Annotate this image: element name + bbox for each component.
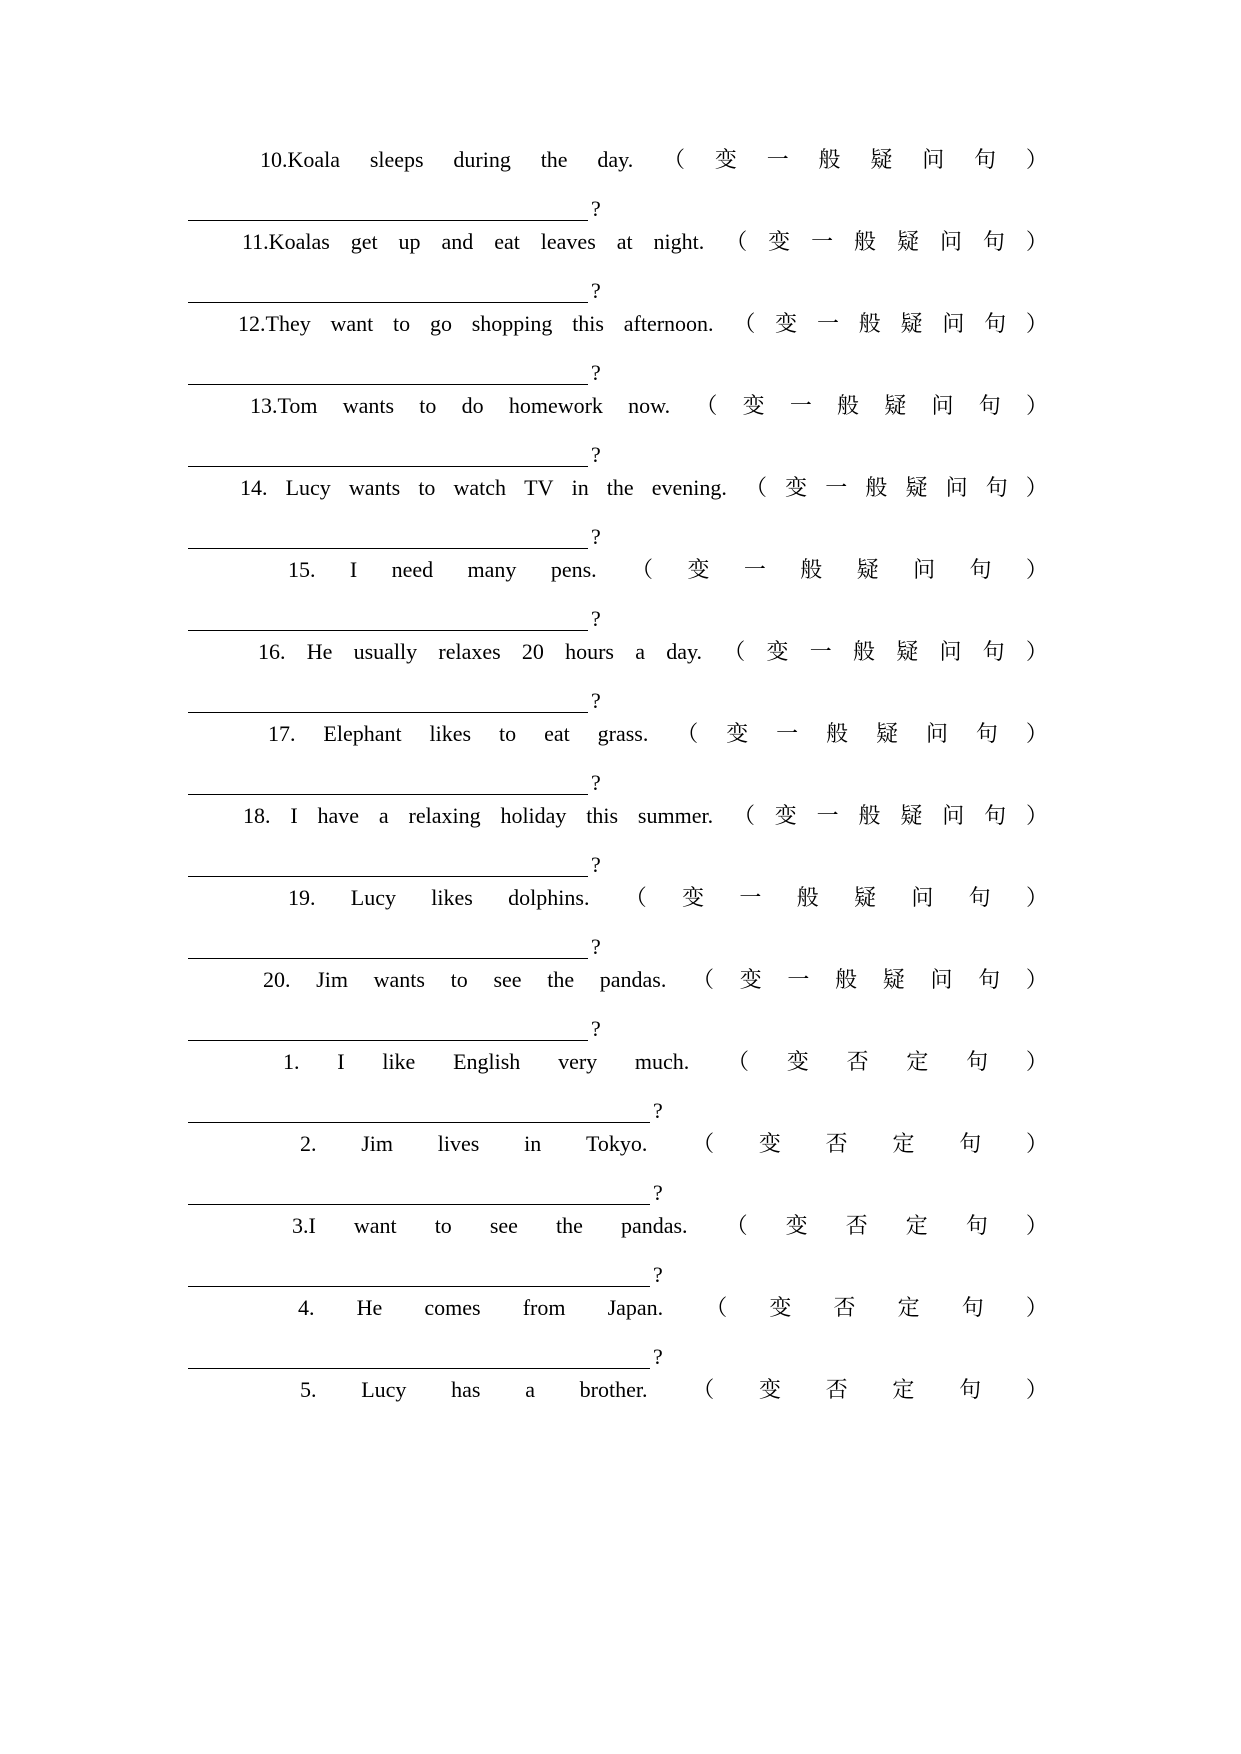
question-word: 变 (758, 1377, 781, 1402)
question-word: 问 (930, 967, 953, 992)
question-word: 13.Tom (250, 393, 318, 418)
question-word: 一 (787, 967, 810, 992)
question-word: 问 (931, 393, 954, 418)
question-word: （ (732, 803, 755, 828)
question-word: ） (1025, 475, 1048, 500)
question-word: （ (631, 557, 654, 582)
question-word: wants (342, 393, 395, 418)
question-word: 疑 (896, 639, 919, 664)
question-word: wants (373, 967, 425, 992)
question-word: 句 (978, 967, 1001, 992)
question-word: a (525, 1377, 535, 1402)
question-word: 变 (682, 885, 705, 910)
question-word: （ (705, 1295, 728, 1320)
question-word: lives (437, 1131, 480, 1156)
question-word: 般 (800, 557, 823, 582)
answer-blank[interactable] (188, 196, 588, 221)
question-word: 一 (816, 311, 839, 336)
question-word: （ (725, 1213, 748, 1238)
answer-line (188, 1173, 663, 1205)
question-word: 定 (906, 1049, 929, 1074)
answer-blank[interactable] (188, 1180, 650, 1205)
question-word: English (453, 1049, 521, 1074)
question-word: 20. (263, 967, 291, 992)
question-word: 一 (739, 885, 762, 910)
question-text (238, 307, 1048, 351)
question-word: 一 (766, 147, 789, 172)
question-word: ） (1025, 1295, 1048, 1320)
question-word: the (606, 475, 634, 500)
question-word: pandas. (599, 967, 667, 992)
question-word: （ (676, 721, 699, 746)
question-word: Tokyo. (585, 1131, 648, 1156)
question-word: 般 (854, 229, 877, 254)
question-word: see (489, 1213, 518, 1238)
answer-blank[interactable] (188, 1098, 650, 1123)
question-word: day. (597, 147, 634, 172)
question-word: get (350, 229, 378, 254)
question-word: ） (1025, 1377, 1048, 1402)
answer-blank[interactable] (188, 606, 588, 631)
question-word: 般 (826, 721, 849, 746)
question-11 (188, 225, 1048, 317)
answer-blank[interactable] (188, 278, 588, 303)
question-word: 句 (978, 393, 1001, 418)
answer-line (188, 271, 601, 303)
question-word: 问 (945, 475, 968, 500)
question-word: He (306, 639, 333, 664)
question-text (243, 799, 1048, 843)
question-word: ） (1025, 967, 1048, 992)
question-word: Lucy (285, 475, 331, 500)
question-word: Japan. (607, 1295, 664, 1320)
question-word: Elephant (323, 721, 402, 746)
question-word: Lucy (350, 885, 396, 910)
question-word: 3.I (292, 1213, 316, 1238)
question-word: 17. (268, 721, 296, 746)
question-14 (188, 471, 1048, 563)
question-word: 问 (942, 803, 965, 828)
question-mark: ? (591, 1016, 601, 1041)
question-word: ） (1025, 639, 1048, 664)
question-mark: ? (591, 688, 601, 713)
question-word: much. (634, 1049, 690, 1074)
question-word: has (451, 1377, 481, 1402)
question-word: afternoon. (623, 311, 714, 336)
question-word: （ (624, 885, 647, 910)
question-text (292, 1209, 1048, 1253)
question-word: 句 (984, 311, 1007, 336)
question-word: pandas. (620, 1213, 688, 1238)
question-text (258, 635, 1048, 679)
question-word: 19. (288, 885, 316, 910)
question-word: likes (431, 885, 473, 910)
question-word: 2. (300, 1131, 317, 1156)
question-word: want (330, 311, 374, 336)
question-word: Jim (316, 967, 348, 992)
question-neg-5 (188, 1373, 1048, 1465)
question-word: go (429, 311, 452, 336)
question-word: 否 (846, 1049, 869, 1074)
question-text (268, 717, 1048, 761)
question-word: 一 (816, 803, 839, 828)
question-word: 句 (975, 721, 998, 746)
question-word: I (290, 803, 298, 828)
question-word: likes (429, 721, 472, 746)
question-word: brother. (579, 1377, 648, 1402)
answer-line (188, 927, 601, 959)
question-word: from (522, 1295, 566, 1320)
question-word: ） (1025, 557, 1048, 582)
question-word: （ (723, 639, 746, 664)
answer-blank[interactable] (188, 360, 588, 385)
question-word: ） (1025, 311, 1048, 336)
question-word: 疑 (905, 475, 928, 500)
question-text (300, 1127, 1048, 1171)
answer-blank[interactable] (188, 442, 588, 467)
question-word: （ (663, 147, 686, 172)
question-word: need (391, 557, 434, 582)
question-word: 变 (714, 147, 737, 172)
question-neg-4 (188, 1291, 1048, 1383)
question-word: 否 (825, 1131, 848, 1156)
question-word: 15. (288, 557, 316, 582)
question-word: 疑 (854, 885, 877, 910)
question-word: holiday (500, 803, 567, 828)
answer-line (188, 435, 601, 467)
question-word: eat (544, 721, 570, 746)
question-word: 18. (243, 803, 271, 828)
question-word: 问 (911, 885, 934, 910)
question-word: during (453, 147, 511, 172)
question-word: the (556, 1213, 583, 1238)
question-word: like (382, 1049, 416, 1074)
question-word: usually (353, 639, 418, 664)
question-word: 定 (892, 1131, 915, 1156)
question-word: to (434, 1213, 452, 1238)
question-word: 否 (825, 1377, 848, 1402)
question-word: the (547, 967, 575, 992)
question-text (260, 143, 1048, 187)
question-word: 般 (858, 311, 881, 336)
question-mark: ? (591, 524, 601, 549)
question-word: 句 (961, 1295, 984, 1320)
question-word: ） (1025, 1049, 1048, 1074)
question-text (288, 881, 1048, 925)
question-text (300, 1373, 1048, 1417)
question-word: 般 (858, 803, 881, 828)
question-word: 疑 (870, 147, 893, 172)
question-word: 句 (985, 475, 1008, 500)
question-word: to (418, 475, 436, 500)
question-word: He (356, 1295, 383, 1320)
question-mark: ? (591, 770, 601, 795)
question-17 (188, 717, 1048, 809)
question-12 (188, 307, 1048, 399)
question-word: 句 (965, 1213, 988, 1238)
question-word: 一 (809, 639, 832, 664)
answer-line (188, 599, 601, 631)
question-word: 般 (837, 393, 860, 418)
question-word: to (393, 311, 411, 336)
question-word: a (378, 803, 389, 828)
question-18 (188, 799, 1048, 891)
question-word: （ (695, 393, 718, 418)
question-word: 般 (835, 967, 858, 992)
question-word: and (441, 229, 474, 254)
question-mark: ? (653, 1344, 663, 1369)
question-word: 变 (742, 393, 765, 418)
question-word: up (398, 229, 421, 254)
question-word: the (540, 147, 568, 172)
question-word: （ (733, 311, 756, 336)
question-word: （ (692, 967, 715, 992)
question-mark: ? (591, 606, 601, 631)
question-word: 疑 (884, 393, 907, 418)
question-word: I (337, 1049, 345, 1074)
question-word: 问 (922, 147, 945, 172)
answer-blank[interactable] (188, 934, 588, 959)
question-word: ） (1025, 721, 1048, 746)
question-word: 问 (942, 311, 965, 336)
question-word: ） (1025, 1131, 1048, 1156)
question-word: 般 (818, 147, 841, 172)
question-word: 变 (774, 803, 797, 828)
question-word: this (572, 311, 604, 336)
question-19 (188, 881, 1048, 973)
question-word: comes (424, 1295, 481, 1320)
answer-blank[interactable] (188, 688, 588, 713)
question-mark: ? (653, 1262, 663, 1287)
question-word: 句 (959, 1131, 982, 1156)
question-word: 句 (968, 885, 991, 910)
question-word: Lucy (361, 1377, 407, 1402)
question-word: 变 (687, 557, 710, 582)
question-word: pens. (550, 557, 597, 582)
question-word: 定 (892, 1377, 915, 1402)
question-word: 20 (521, 639, 544, 664)
question-word: 问 (939, 639, 962, 664)
question-word: sleeps (369, 147, 424, 172)
question-word: have (317, 803, 360, 828)
question-word: 句 (982, 229, 1005, 254)
question-word: 变 (766, 639, 789, 664)
question-word: 句 (969, 557, 992, 582)
question-word: many (467, 557, 517, 582)
question-word: 变 (768, 229, 791, 254)
question-mark: ? (591, 196, 601, 221)
question-word: （ (692, 1131, 715, 1156)
question-word: now. (628, 393, 671, 418)
question-10 (188, 143, 1048, 235)
answer-line (188, 1091, 663, 1123)
question-text (298, 1291, 1048, 1335)
answer-blank[interactable] (188, 770, 588, 795)
question-word: ） (1025, 885, 1048, 910)
question-word: a (635, 639, 645, 664)
question-word: 般 (852, 639, 875, 664)
question-word: 一 (811, 229, 834, 254)
answer-line (188, 189, 601, 221)
question-word: to (450, 967, 468, 992)
question-word: 否 (845, 1213, 868, 1238)
question-13 (188, 389, 1048, 481)
answer-line (188, 845, 601, 877)
question-word: want (353, 1213, 397, 1238)
question-word: （ (745, 475, 768, 500)
question-word: ） (1025, 147, 1048, 172)
question-word: shopping (471, 311, 553, 336)
question-word: 5. (300, 1377, 317, 1402)
question-word: 定 (905, 1213, 928, 1238)
question-word: （ (725, 229, 748, 254)
question-mark: ? (591, 278, 601, 303)
question-word: ） (1025, 393, 1048, 418)
question-word: 疑 (876, 721, 899, 746)
question-word: 般 (865, 475, 888, 500)
question-word: day. (666, 639, 703, 664)
question-word: very (558, 1049, 598, 1074)
question-word: 变 (758, 1131, 781, 1156)
question-word: TV (524, 475, 554, 500)
question-word: 问 (925, 721, 948, 746)
question-word: 变 (786, 1049, 809, 1074)
question-word: relaxing (408, 803, 481, 828)
question-word: 变 (785, 475, 808, 500)
question-word: 句 (984, 803, 1007, 828)
question-text (288, 553, 1048, 597)
question-word: 变 (785, 1213, 808, 1238)
question-word: 句 (982, 639, 1005, 664)
answer-line (188, 1337, 663, 1369)
question-mark: ? (653, 1098, 663, 1123)
question-word: to (419, 393, 437, 418)
question-15 (188, 553, 1048, 645)
question-word: this (586, 803, 619, 828)
answer-line (188, 517, 601, 549)
answer-blank[interactable] (188, 1262, 650, 1287)
question-text (250, 389, 1048, 433)
question-mark: ? (591, 442, 601, 467)
question-word: in (524, 1131, 542, 1156)
question-word: 疑 (897, 229, 920, 254)
question-text (283, 1045, 1048, 1089)
answer-blank[interactable] (188, 1344, 650, 1369)
question-word: （ (727, 1049, 750, 1074)
answer-line (188, 681, 601, 713)
question-word: Jim (361, 1131, 394, 1156)
question-word: ） (1025, 229, 1048, 254)
question-word: at (616, 229, 633, 254)
question-word: 疑 (900, 803, 923, 828)
question-word: 一 (743, 557, 766, 582)
question-text (263, 963, 1048, 1007)
answer-blank[interactable] (188, 524, 588, 549)
question-mark: ? (653, 1180, 663, 1205)
question-mark: ? (591, 934, 601, 959)
answer-line (188, 1255, 663, 1287)
question-mark: ? (591, 360, 601, 385)
question-word: I (349, 557, 358, 582)
question-word: 般 (796, 885, 819, 910)
question-word: grass. (597, 721, 649, 746)
question-word: leaves (540, 229, 596, 254)
question-word: 句 (959, 1377, 982, 1402)
question-word: 一 (776, 721, 799, 746)
answer-line (188, 353, 601, 385)
question-word: dolphins. (508, 885, 590, 910)
answer-line (188, 763, 601, 795)
question-text (242, 225, 1048, 269)
question-word: 4. (298, 1295, 315, 1320)
question-word: summer. (637, 803, 714, 828)
question-word: ） (1025, 1213, 1048, 1238)
question-word: 问 (913, 557, 936, 582)
question-word: homework (508, 393, 603, 418)
question-word: relaxes (438, 639, 501, 664)
question-word: 疑 (882, 967, 905, 992)
question-word: 疑 (900, 311, 923, 336)
question-word: 变 (769, 1295, 792, 1320)
question-word: 定 (897, 1295, 920, 1320)
answer-line (188, 1009, 601, 1041)
question-word: 句 (974, 147, 997, 172)
question-word: 14. (240, 475, 268, 500)
question-word: in (571, 475, 589, 500)
question-word: 变 (739, 967, 762, 992)
question-word: 11.Koalas (242, 229, 330, 254)
question-word: watch (453, 475, 507, 500)
question-word: （ (692, 1377, 715, 1402)
question-word: 问 (939, 229, 962, 254)
question-text (240, 471, 1048, 515)
question-word: do (461, 393, 484, 418)
question-word: 一 (825, 475, 848, 500)
question-word: 1. (283, 1049, 300, 1074)
question-neg-3 (188, 1209, 1048, 1301)
question-mark: ? (591, 852, 601, 877)
question-neg-1 (188, 1045, 1048, 1137)
question-word: 变 (775, 311, 798, 336)
question-word: hours (565, 639, 614, 664)
question-word: eat (494, 229, 520, 254)
question-20 (188, 963, 1048, 1055)
answer-blank[interactable] (188, 852, 588, 877)
question-word: evening. (651, 475, 727, 500)
question-word: 一 (789, 393, 812, 418)
question-word: night. (653, 229, 705, 254)
question-word: 12.They (238, 311, 311, 336)
question-neg-2 (188, 1127, 1048, 1219)
question-word: see (493, 967, 522, 992)
question-word: 16. (258, 639, 286, 664)
question-word: 句 (966, 1049, 989, 1074)
question-word: to (499, 721, 517, 746)
question-word: 疑 (856, 557, 879, 582)
question-word: 10.Koala (260, 147, 341, 172)
question-word: ） (1025, 803, 1048, 828)
question-word: 否 (833, 1295, 856, 1320)
answer-blank[interactable] (188, 1016, 588, 1041)
question-word: 变 (726, 721, 749, 746)
question-16 (188, 635, 1048, 727)
question-word: wants (348, 475, 401, 500)
